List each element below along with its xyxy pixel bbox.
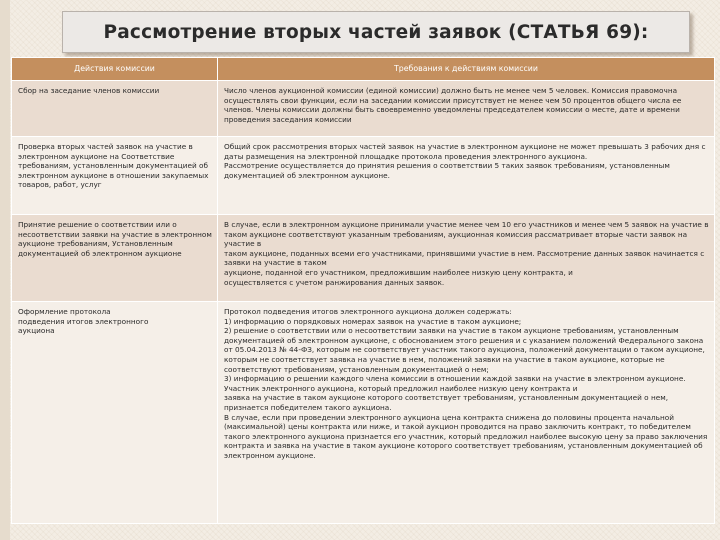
requirements-table xyxy=(11,57,715,524)
table-row xyxy=(12,81,715,137)
action-cell: Сбор на заседание членов комиссии xyxy=(12,81,218,137)
action-cell: Проверка вторых частей заявок на участие в электронном аукционе на Соответствие требованиям, установленным документацией об электронном аукционе в отношении закупаемых товаров, работ, услуг xyxy=(12,137,218,215)
table-row xyxy=(12,137,715,215)
requirement-cell: Протокол подведения итогов электронного аукциона должен содержать: 1) информацию о порядковых номерах заявок на участие в таком аукционе; 2) решение о соответствии или о несоответствии заявки на участие в таком аукционе требованиям, установленным документацией об электронном аукционе, с обоснованием этого решения и с указанием положений Федерального закона от 05.04.2013 № 44-ФЗ, которым не соответствует участник такого аукциона, положений документации о таком аукционе, которым не соответствует заявка на участие в нем, положений заявки на участие в таком аукционе, которые не соответствуют требованиям, установленным документацией о нем; 3) информацию о решении каждого члена комиссии в отношении каждой заявки на участие в электронном аукционе. Участник электронного аукциона, который предложил наиболее низкую цену контракта и заявка на участие в таком аукционе которого соответствует требованиям, установленным документацией о нем, признается победителем такого аукциона. В случае, если при проведении электронного аукциона цена контракта снижена до половины процента начальной (максимальной) цены контракта или ниже, и такой аукцион проводится на право заключить контракт, то победителем такого электронного аукциона признается его участник, который предложил наиболее высокую цену за право заключения контракта и заявка на участие в таком аукционе которого соответствует требованиям, установленным документацией об электронном аукционе. xyxy=(218,302,715,524)
column-header-actions: Действия комиссии xyxy=(12,58,218,81)
action-cell: Оформление протокола подведения итогов электронного аукциона xyxy=(12,302,218,524)
left-decorative-strip xyxy=(0,0,10,540)
action-cell: Принятие решение о соответствии или о несоответствии заявки на участие в электронном аукционе требованиям, Установленным документацией об электронном аукционе xyxy=(12,215,218,302)
requirement-cell: Число членов аукционной комиссии (единой комиссии) должно быть не менее чем 5 человек. Комиссия правомочна осуществлять свои функции, если на заседании комиссии присутствует не менее чем 50 процентов общего числа ее членов. Члены комиссии должны быть своевременно уведомлены председателем комиссии о месте, дате и времени проведения заседания комиссии xyxy=(218,81,715,137)
requirement-cell: Общий срок рассмотрения вторых частей заявок на участие в электронном аукционе не может превышать 3 рабочих дня с даты размещения на электронной площадке протокола проведения электронного аукциона. Рассмотрение осуществляется до принятия решения о соответствии 5 таких заявок требованиям, установленным документацией об электронном аукционе. xyxy=(218,137,715,215)
table-row xyxy=(12,215,715,302)
table-header-row xyxy=(12,58,715,81)
table-row xyxy=(12,302,715,524)
requirement-cell: В случае, если в электронном аукционе принимали участие менее чем 10 его участников и менее чем 5 заявок на участие в таком аукционе соответствуют указанным требованиям, аукционная комиссия рассматривает вторые части заявок на участие в таком аукционе, поданных всеми его участниками, принявшими участие в нем. Рассмотрение данных заявок начинается с заявки на участие в таком аукционе, поданной его участником, предложившим наиболее низкую цену контракта, и осуществляется с учетом ранжирования данных заявок. xyxy=(218,215,715,302)
column-header-requirements: Требования к действиям комиссии xyxy=(218,58,715,81)
page-title: Рассмотрение вторых частей заявок (СТАТЬЯ 69): xyxy=(103,21,649,43)
title-banner xyxy=(62,11,690,53)
